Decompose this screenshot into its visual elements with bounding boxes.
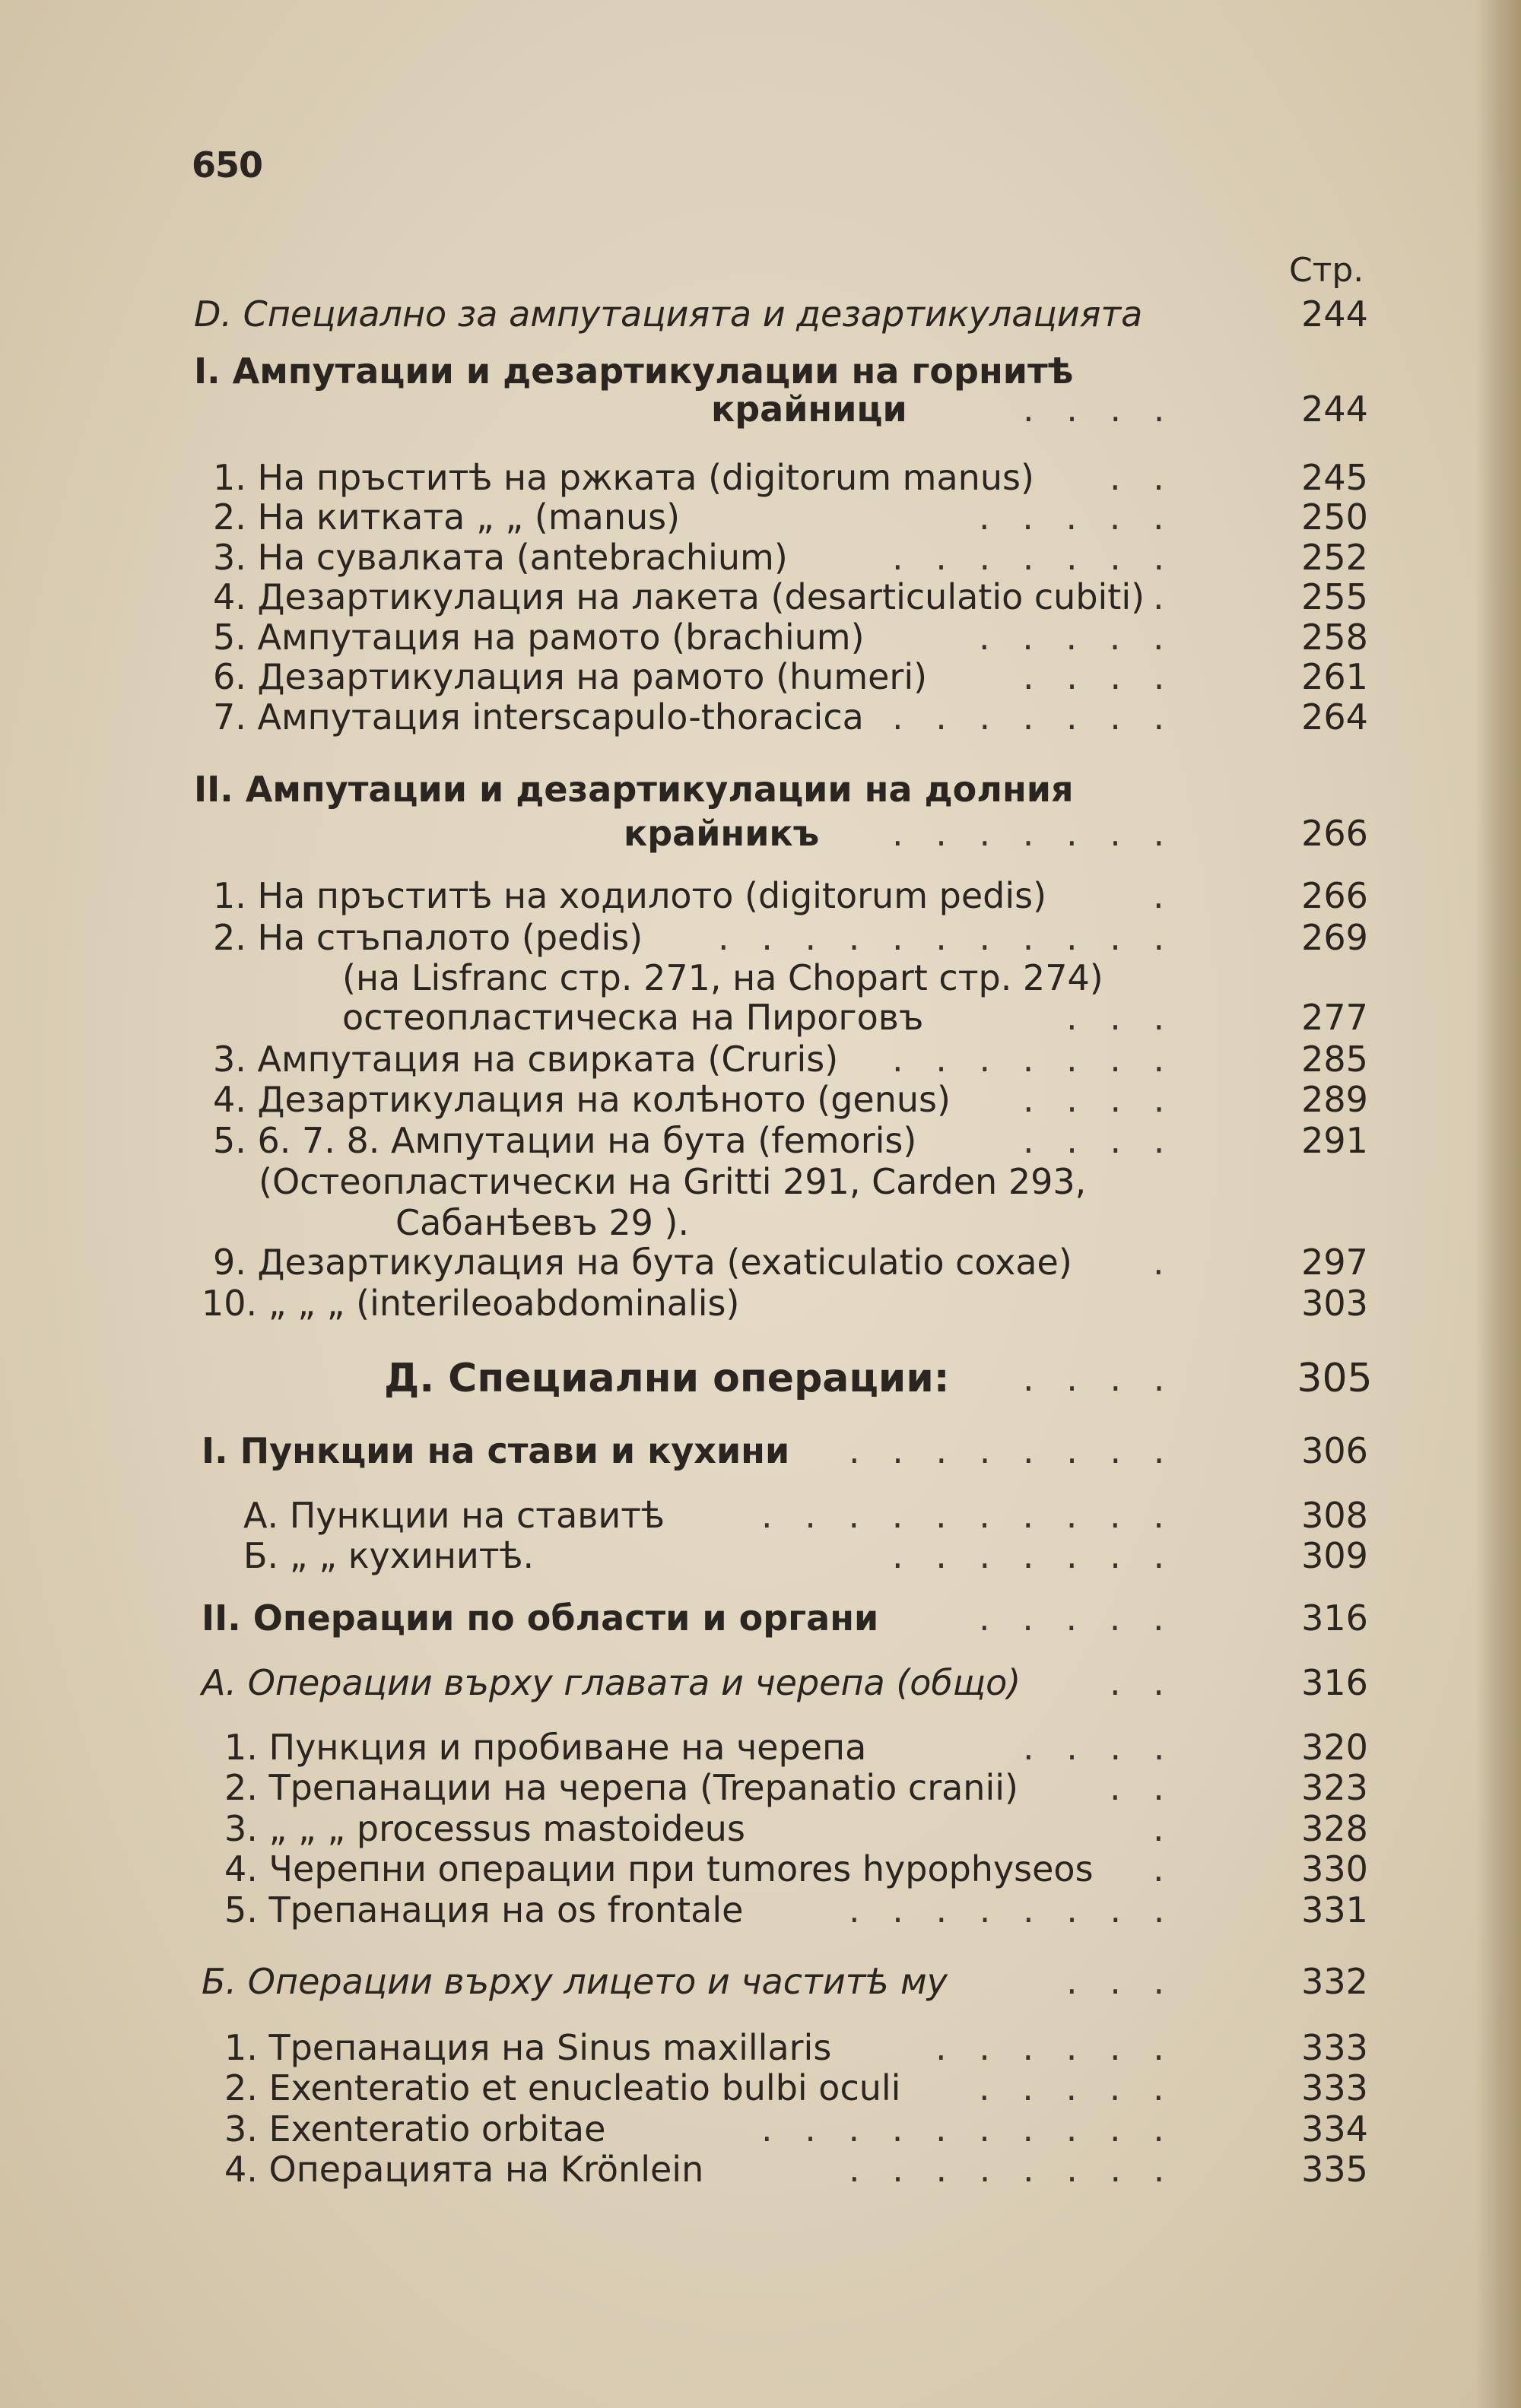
toc-entry [0, 1078, 1513, 1121]
toc-leader-dots: . . . . . . . . [849, 1889, 1176, 1931]
toc-entry [0, 874, 1513, 917]
toc-leader-dots: . [1153, 1242, 1175, 1283]
toc-page-number: 266 [1301, 813, 1368, 854]
toc-page-number: 335 [1301, 2149, 1368, 2190]
toc-entry-title: 1. Пункция и пробиване на черепа [224, 1727, 867, 1768]
toc-entry-title: 4. Операцията на Krönlein [224, 2149, 704, 2190]
toc-leader-dots: . . . . . . . . . . . [718, 917, 1176, 958]
toc-page-number: 245 [1301, 457, 1368, 498]
toc-page-number: 316 [1301, 1597, 1368, 1639]
toc-entry [0, 1160, 1513, 1203]
toc-entry [0, 616, 1513, 658]
toc-page-number: 320 [1301, 1727, 1368, 1768]
toc-page-number: 277 [1301, 997, 1368, 1038]
toc-page-number: 332 [1301, 1961, 1368, 2002]
toc-leader-dots: . . . . . . . [892, 696, 1176, 738]
toc-leader-dots: . [1153, 875, 1175, 916]
toc-entry [0, 1597, 1513, 1639]
toc-entry-title: 2. На китката „ „ (manus) [213, 497, 681, 538]
toc-entry [0, 388, 1513, 430]
toc-leader-dots: . . . [1066, 1961, 1176, 2002]
toc-entry-title: А. Пункции на ставитѣ [243, 1495, 665, 1536]
toc-leader-dots: . . . . . . . [892, 1535, 1176, 1576]
toc-leader-dots: . . . . . . . . . . [761, 2108, 1175, 2149]
toc-entry-title: II. Операции по области и органи [202, 1597, 879, 1639]
toc-entry-title: 10. „ „ „ (interileoabdominalis) [202, 1283, 740, 1324]
toc-entry-title: остеопластическа на Пироговъ [342, 997, 924, 1038]
toc-leader-dots: . . . . . . . . . . [761, 1495, 1175, 1536]
toc-entry-title: 4. Дезартикулация на колѣното (genus) [213, 1079, 951, 1120]
toc-entry-title: (на Lisfranc стр. 271, на Chopart стр. 274) [342, 957, 1103, 998]
toc-entry [0, 1429, 1513, 1472]
toc-entry-title: крайникъ [624, 813, 820, 854]
toc-entry-title: 2. На стъпалото (pedis) [213, 917, 643, 958]
toc-entry-title: 3. Exenteratio orbitae [224, 2108, 606, 2149]
toc-entry-title: 4. Дезартикулация на лакета (desarticulatio cubiti) [213, 576, 1145, 617]
toc-entry [0, 1960, 1513, 2003]
toc-page-number: 252 [1301, 537, 1368, 578]
toc-page-number: 285 [1301, 1039, 1368, 1080]
toc-entry [0, 1534, 1513, 1577]
toc-entry-title: Б. Операции върху лицето и частитѣ му [202, 1961, 948, 2002]
toc-entry-title: I. Ампутации и дезартикулации на горнитѣ [194, 351, 1074, 392]
toc-page-number: 331 [1301, 1889, 1368, 1931]
toc-entry [0, 996, 1513, 1039]
toc-leader-dots: . . . . . [979, 2067, 1175, 2108]
toc-page-number: 330 [1301, 1848, 1368, 1889]
toc-page-number: 289 [1301, 1079, 1368, 1120]
toc-leader-dots: . . . . . . . [892, 1039, 1176, 1080]
toc-entry [0, 2148, 1513, 2191]
toc-leader-dots: . . . . [1023, 389, 1176, 430]
toc-entry-title: крайници [711, 389, 907, 430]
toc-leader-dots: . . . . [1023, 1358, 1176, 1399]
toc-entry [0, 350, 1513, 392]
toc-entry-title: 9. Дезартикулация на бута (exaticulatio coxae) [213, 1242, 1072, 1283]
toc-entry [0, 655, 1513, 698]
toc-leader-dots: . . . . . . . [892, 537, 1176, 578]
toc-entry-title: А. Операции върху главата и черепа (общо) [202, 1662, 1021, 1703]
toc-leader-dots: . . . . . [979, 617, 1175, 658]
toc-page-number: 333 [1301, 2067, 1368, 2108]
toc-entry-title: 6. Дезартикулация на рамото (humeri) [213, 656, 928, 697]
toc-entry-title: 2. Трепанации на черепа (Trepanatio cranii) [224, 1767, 1018, 1808]
toc-entry [0, 1357, 1513, 1400]
toc-page-number: 303 [1301, 1283, 1368, 1324]
toc-entry [0, 1766, 1513, 1809]
toc-entry [0, 1889, 1513, 1931]
toc-entry [0, 1661, 1513, 1704]
toc-entry [0, 1848, 1513, 1890]
toc-page-number: 328 [1301, 1808, 1368, 1849]
toc-page-number: 334 [1301, 2108, 1368, 2149]
toc-entry [0, 1726, 1513, 1769]
toc-page-number: 264 [1301, 696, 1368, 738]
toc-leader-dots: . . . . . [979, 497, 1175, 538]
toc-entry [0, 2108, 1513, 2150]
toc-page-number: 258 [1301, 617, 1368, 658]
toc-leader-dots: . . . . . . . . [849, 2149, 1176, 2190]
toc-leader-dots: . . . . [1023, 1079, 1176, 1120]
toc-entry [0, 1241, 1513, 1283]
toc-entry [0, 1119, 1513, 1162]
toc-entry-title: 3. На сувалката (antebrachium) [213, 537, 788, 578]
toc-leader-dots: . . . . . . [935, 2027, 1175, 2068]
toc-entry-title: Д. Специални операции: [384, 1356, 950, 1401]
toc-leader-dots: . . [1110, 1767, 1175, 1808]
toc-entry [0, 1494, 1513, 1537]
toc-page-number: 323 [1301, 1767, 1368, 1808]
toc-entry [0, 916, 1513, 959]
toc-entry [0, 1201, 1513, 1244]
toc-leader-dots: . . . . . . . [892, 813, 1176, 854]
toc-entry [0, 2067, 1513, 2109]
toc-entry-title: 7. Ампутация interscapulo-thoracica [213, 696, 864, 738]
toc-entry [0, 1807, 1513, 1850]
toc-page-number: 261 [1301, 656, 1368, 697]
toc-page-number: 316 [1301, 1662, 1368, 1703]
toc-entry [0, 496, 1513, 538]
toc-entry-title: I. Пункции на стави и кухини [202, 1430, 790, 1471]
toc-entry-title: II. Ампутации и дезартикулации на долния [194, 769, 1074, 810]
toc-entry-title: 1. Трепанация на Sinus maxillaris [224, 2027, 832, 2068]
toc-entry [0, 696, 1513, 738]
toc-page-number: 306 [1301, 1430, 1368, 1471]
toc-leader-dots: . . [1110, 1662, 1175, 1703]
page-column-header: Стр. [1289, 251, 1364, 290]
toc-entry-title: 1. На пръститѣ на ходилото (digitorum pedis) [213, 875, 1047, 916]
toc-page-number: 305 [1297, 1356, 1373, 1401]
toc-leader-dots: . [1153, 1808, 1175, 1849]
toc-leader-dots: . . . . . . . . [849, 1430, 1176, 1471]
toc-leader-dots: . [1153, 576, 1175, 617]
toc-page-number: 250 [1301, 497, 1368, 538]
toc-entry-title: 2. Exenteratio et enucleatio bulbi oculi [224, 2067, 901, 2108]
page-number: 650 [192, 144, 263, 186]
toc-entry-title: 5. Трепанация на os frontale [224, 1889, 744, 1931]
toc-entry-title: (Остеопластически на Gritti 291, Carden 293, [259, 1161, 1087, 1202]
toc-entry [0, 1038, 1513, 1080]
toc-entry-title: 3. Ампутация на свирката (Cruris) [213, 1039, 839, 1080]
toc-page-number: 266 [1301, 875, 1368, 916]
toc-entry [0, 768, 1513, 811]
toc-entry [0, 536, 1513, 579]
toc-page-number: 308 [1301, 1495, 1368, 1536]
toc-entry [0, 812, 1513, 855]
toc-leader-dots: . . . . [1023, 656, 1176, 697]
toc-page-number: 297 [1301, 1242, 1368, 1283]
toc-leader-dots: . . . [1066, 997, 1176, 1038]
toc-entry-title: 1. На пръститѣ на ржката (digitorum manus) [213, 457, 1034, 498]
toc-entry-title: D. Специално за ампутацията и дезартикулацията [194, 293, 1143, 335]
toc-page-number: 255 [1301, 576, 1368, 617]
toc-entry-title: 4. Черепни операции при tumores hypophyseos [224, 1848, 1094, 1889]
toc-entry-title: 3. „ „ „ processus mastoideus [224, 1808, 745, 1849]
toc-leader-dots: . . [1110, 457, 1175, 498]
toc-entry-title: 5. Ампутация на рамото (brachium) [213, 617, 865, 658]
toc-entry [0, 576, 1513, 618]
toc-page-number: 333 [1301, 2027, 1368, 2068]
page-edge-shadow [1475, 0, 1521, 2408]
toc-leader-dots: . . . . [1023, 1120, 1176, 1161]
toc-entry [0, 2026, 1513, 2069]
toc-page-number: 244 [1301, 389, 1368, 430]
toc-page-number: 244 [1301, 293, 1368, 335]
toc-entry-title: 5. 6. 7. 8. Ампутации на бута (femoris) [213, 1120, 917, 1161]
toc-entry [0, 957, 1513, 999]
toc-entry [0, 456, 1513, 499]
toc-page-number: 309 [1301, 1535, 1368, 1576]
toc-leader-dots: . . . . [1023, 1727, 1176, 1768]
toc-entry [0, 1282, 1513, 1325]
toc-leader-dots: . . . . . [979, 1597, 1175, 1639]
toc-page-number: 291 [1301, 1120, 1368, 1161]
toc-entry-title: Б. „ „ кухинитѣ. [243, 1535, 535, 1576]
toc-page-number: 269 [1301, 917, 1368, 958]
toc-leader-dots: . [1153, 1848, 1175, 1889]
toc-entry-title: Сабанѣевъ 29 ). [395, 1202, 690, 1243]
toc-entry [0, 293, 1513, 335]
